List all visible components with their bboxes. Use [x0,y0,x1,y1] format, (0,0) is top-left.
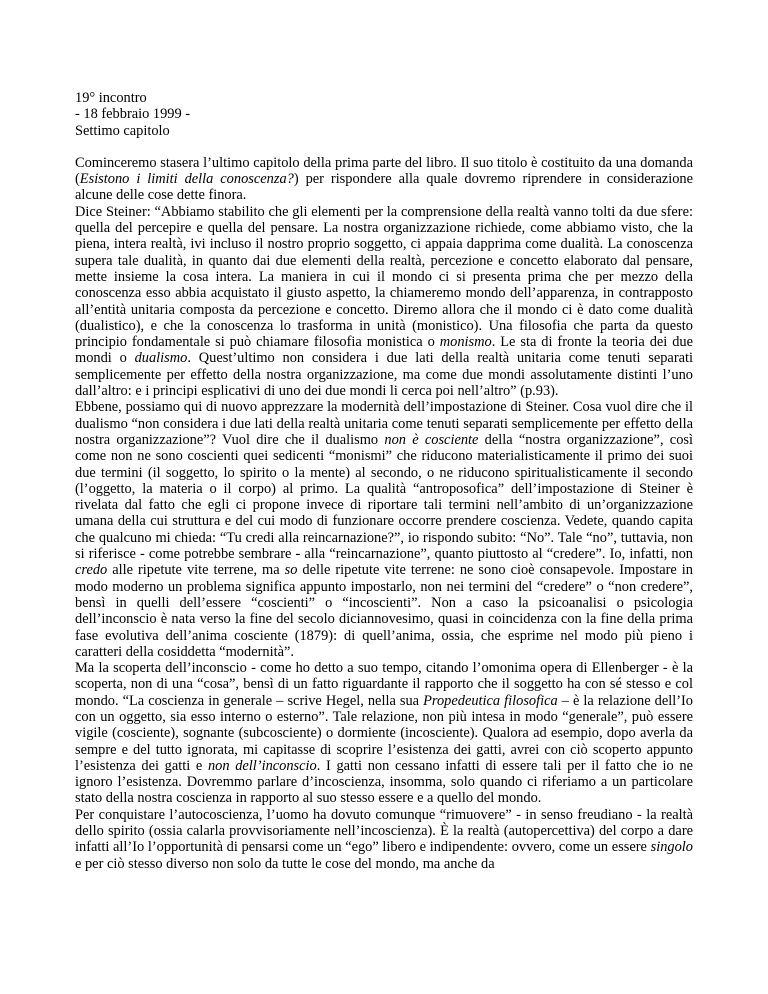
paragraph-2 [75,204,693,400]
italic-term: monismo [439,334,492,351]
header-spacer [75,139,693,155]
text-run: e per ciò stesso diverso non solo da tutte le cose del mondo, ma anche da [75,855,495,872]
text-run: ) per rispondere alla quale dovremo riprendere in considerazione alcune delle cose dette finora. [75,171,693,204]
text-run: . I gatti non cessano infatti di essere tali per il fatto che io ne ignoro l’esistenza. Dovremmo parlare d’incoscienza, insomma, solo quando ci riferiamo a un particolare stato della nostra coscienza in rapporto al suo stesso essere e a quello del mondo. [75,757,693,807]
text-run: Ma la scoperta dell’inconscio - come ho detto a suo tempo, citando l’omonima opera di Ellenberger - è la scoperta, non di una “cosa”, bensì di un fatto riguardante il rapporto che il soggetto ha con sé stesso e col mondo. “La coscienza in generale – scrive Hegel, nella sua [75,660,693,709]
text-run: Cominceremo stasera l’ultimo capitolo della prima parte del libro. Il suo titolo è costituito da una domanda ( [75,154,693,188]
text-run: Dice Steiner: “Abbiamo stabilito che gli elementi per la comprensione della realtà vanno tolti da due sfere: quella del percepire e quella del pensare. La nostra organizzazione richiede, come abbiamo visto, che la piena, intera realtà, ivi incluso il nostro proprio soggetto, ci appaia dapprima come dualità. La conoscenza supera tale dualità, in quanto dai due elementi della realtà, percezione e concetto elaborato dal pensare, mette insieme la cosa intera. La maniera in cui il mondo ci si presenta prima che per mezzo della conoscenza esso abbia acquistato il giusto aspetto, la chiameremo mondo dell’apparenza, in contrapposto all’entità unitaria composta da percezione e concetto. Diremo allora che il mondo ci è dato come dualità (dualistico), e che la conoscenza lo trasforma in unità (monistico). Una filosofia che parta da questo principio fondamentale si può chiamare filosofia monistica o [75,203,693,351]
book-chapter-title: Esistono i limiti della conoscenza? [79,171,294,188]
text-run: delle ripetute vite terrene: ne sono cioè consapevole. Impostare in modo moderno un problema significa appunto impostarlo, non nei termini del “credere” o “non credere”, bensì in quelli dell’essere “coscienti” o “incoscienti”. Non a caso la psicoanalisi o psicologia dell’inconscio è nata verso la fine del secolo diciannovesimo, quasi in coincidenza con la fine della prima fase evolutiva dell’anima cosciente (1879): di quell’anima, ossia, che esprime nel modo più pieno i caratteri della cosiddetta “modernità”. [75,562,693,660]
italic-term: non dell’inconscio [207,757,317,774]
text-run: Per conquistare l’autocoscienza, l’uomo ha dovuto comunque “rimuovere” - in senso freudiano - la realtà dello spirito (ossia calarla provvisoriamente nell’incoscienza). È la realtà (autopercettiva) del corpo a dare infatti all’Io l’opportunità di pensarsi come un “ego” libero e indipendente: ovvero, come un essere [75,806,693,856]
italic-term: non è cosciente [384,431,479,448]
paragraph-5 [75,807,693,872]
document-body [75,155,693,872]
italic-term: singolo [650,839,693,856]
text-run: Ebbene, possiamo qui di nuovo apprezzare la modernità dell’impostazione di Steiner. Cosa vuol dire che il dualismo “non considera i due lati della realtà unitaria come tenuti separati semplicemente per effetto della nostra organizzazione”? Vuol dire che il dualismo [75,399,693,448]
text-run: . Quest’ultimo non considera i due lati della realtà unitaria come tenuti separati semplicemente per effetto della nostra organizzazione, ma come due mondi assolutamente distinti l’uno dall’altro: e i principi esplicativi di uno dei due mondi li cerca poi nell’altro” (p.93). [75,350,693,400]
meeting-date: - 18 febbraio 1999 - [75,106,191,123]
italic-term: credo [75,562,108,579]
text-run: alle ripetute vite terrene, ma [107,562,285,579]
text-run: . Le sta di fronte la teoria dei due mondi o [75,334,693,367]
paragraph-1 [75,155,693,204]
paragraph-4 [75,660,693,807]
italic-term: so [284,562,298,579]
document-header [75,90,693,139]
italic-term: dualismo [134,350,188,367]
text-run: della “nostra organizzazione”, così come non ne sono coscienti quei sedicenti “monismi” che riducono materialisticamente il primo dei suoi due termini (il soggetto, lo spirito o la mente) al secondo, o ne riducono spiritualisticamente il secondo (l’oggetto, la materia o il corpo) al primo. La qualità “antroposofica” dell’impostazione di Steiner è rivelata dal fatto che egli ci propone invece di riportare tali termini nell’ambito di un’organizzazione umana della cui struttura e del cui modo di funzionare occorre prendere coscienza. Vedete, quando capita che qualcuno mi chieda: “Tu credi alla reincarnazione?”, io rispondo subito: “No”. Tale “no”, tuttavia, non si riferisce - come potrebbe sembrare - alla “reincarnazione”, quanto piuttosto al “credere”. Io, infatti, non [75,431,693,563]
text-run: – è la relazione dell’Io con un oggetto, sia esso interno o esterno”. Tale relazione, non più intesa in modo “generale”, può essere vigile (cosciente), sognante (subcosciente) o dormiente (incosciente). Qualora ad esempio, dopo averla da sempre e del tutto ignorata, mi capitasse di scoprire l’esistenza dei gatti, avrei con ciò scoperto appunto l’esistenza dei gatti e [75,692,693,774]
chapter-title: Settimo capitolo [75,122,170,139]
italic-term: Propedeutica filosofica [423,692,558,709]
paragraph-3 [75,399,693,660]
meeting-number: 19° incontro [75,90,147,106]
